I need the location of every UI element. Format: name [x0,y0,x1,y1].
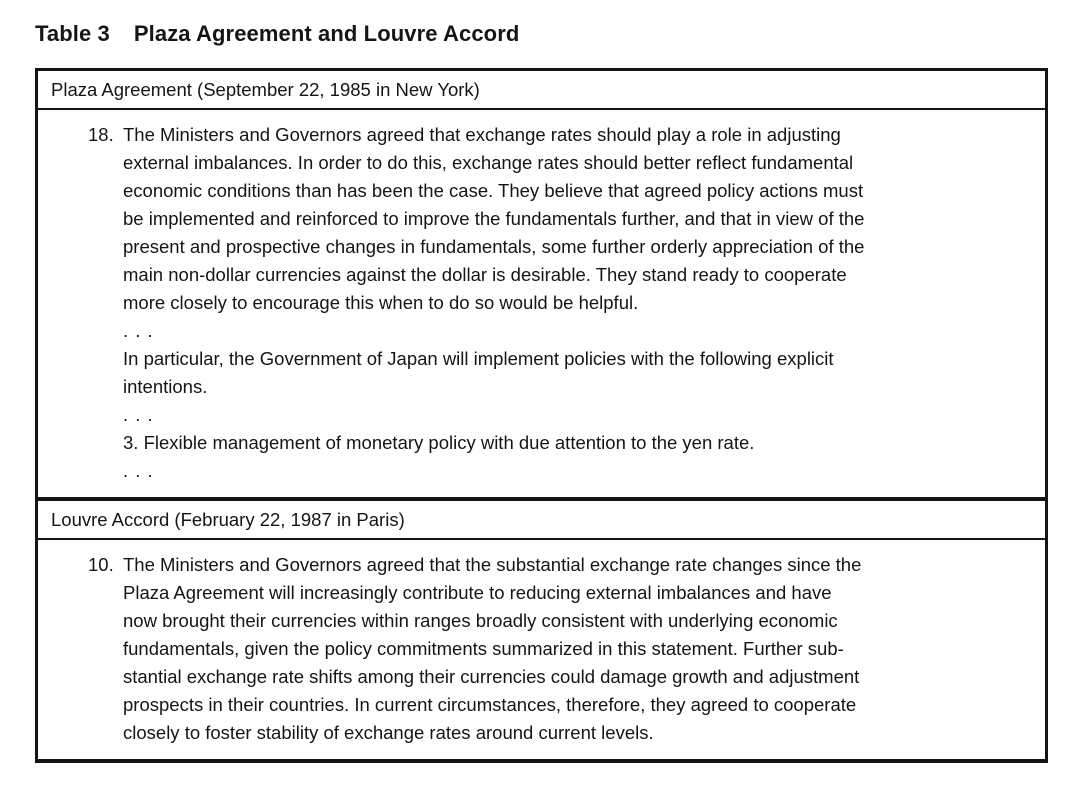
section-body-plaza-agreement [38,110,1045,497]
ellipsis-line: . . . [123,460,154,481]
paragraph-text: The Ministers and Governors agreed that the substantial exchange rate changes since the [123,554,862,575]
paragraph-line: main non-dollar currencies against the dollar is desirable. They stand ready to cooperate [123,264,847,285]
paragraph-line: now brought their currencies within ranges broadly consistent with underlying economic [123,610,838,631]
section-header-louvre-accord: Louvre Accord (February 22, 1987 in Paris) [38,501,1045,540]
paragraph-line [88,551,1030,579]
paragraph-line: present and prospective changes in fundamentals, some further orderly appreciation of the [123,236,865,257]
paragraph-line: external imbalances. In order to do this, exchange rates should better reflect fundamental [123,152,854,173]
paragraph-line: fundamentals, given the policy commitments summarized in this statement. Further sub- [123,638,844,659]
paragraph-number: 10. [88,554,114,575]
ellipsis-line: . . . [123,404,154,425]
paragraph-line: 3. Flexible management of monetary policy with due attention to the yen rate. [123,432,755,453]
paragraph-line [88,121,1030,149]
section-body-louvre-accord [38,540,1045,759]
section-header-plaza-agreement: Plaza Agreement (September 22, 1985 in New York) [38,71,1045,110]
ellipsis-line: . . . [123,320,154,341]
section-louvre-accord [38,497,1045,759]
table-title-text: Plaza Agreement and Louvre Accord [133,21,520,46]
paragraph-line: economic conditions than has been the case. They believe that agreed policy actions must [123,180,864,201]
paragraph-line: closely to foster stability of exchange rates around current levels. [123,722,654,743]
paragraph-number: 18. [88,124,114,145]
paragraph-line: In particular, the Government of Japan will implement policies with the following explicit [123,348,834,369]
paragraph-line: more closely to encourage this when to do so would be helpful. [123,292,639,313]
page-title [35,21,519,47]
paragraph-line: intentions. [123,376,208,397]
table-number-label: Table 3 [35,21,110,46]
section-plaza-agreement [38,71,1045,497]
paragraph-line: Plaza Agreement will increasingly contribute to reducing external imbalances and have [123,582,832,603]
paragraph-line: stantial exchange rate shifts among their currencies could damage growth and adjustment [123,666,860,687]
paragraph-text: The Ministers and Governors agreed that exchange rates should play a role in adjusting [123,124,841,145]
accord-table [35,68,1048,763]
paragraph-line: be implemented and reinforced to improve the fundamentals further, and that in view of the [123,208,865,229]
paragraph-line: prospects in their countries. In current circumstances, therefore, they agreed to cooperate [123,694,857,715]
